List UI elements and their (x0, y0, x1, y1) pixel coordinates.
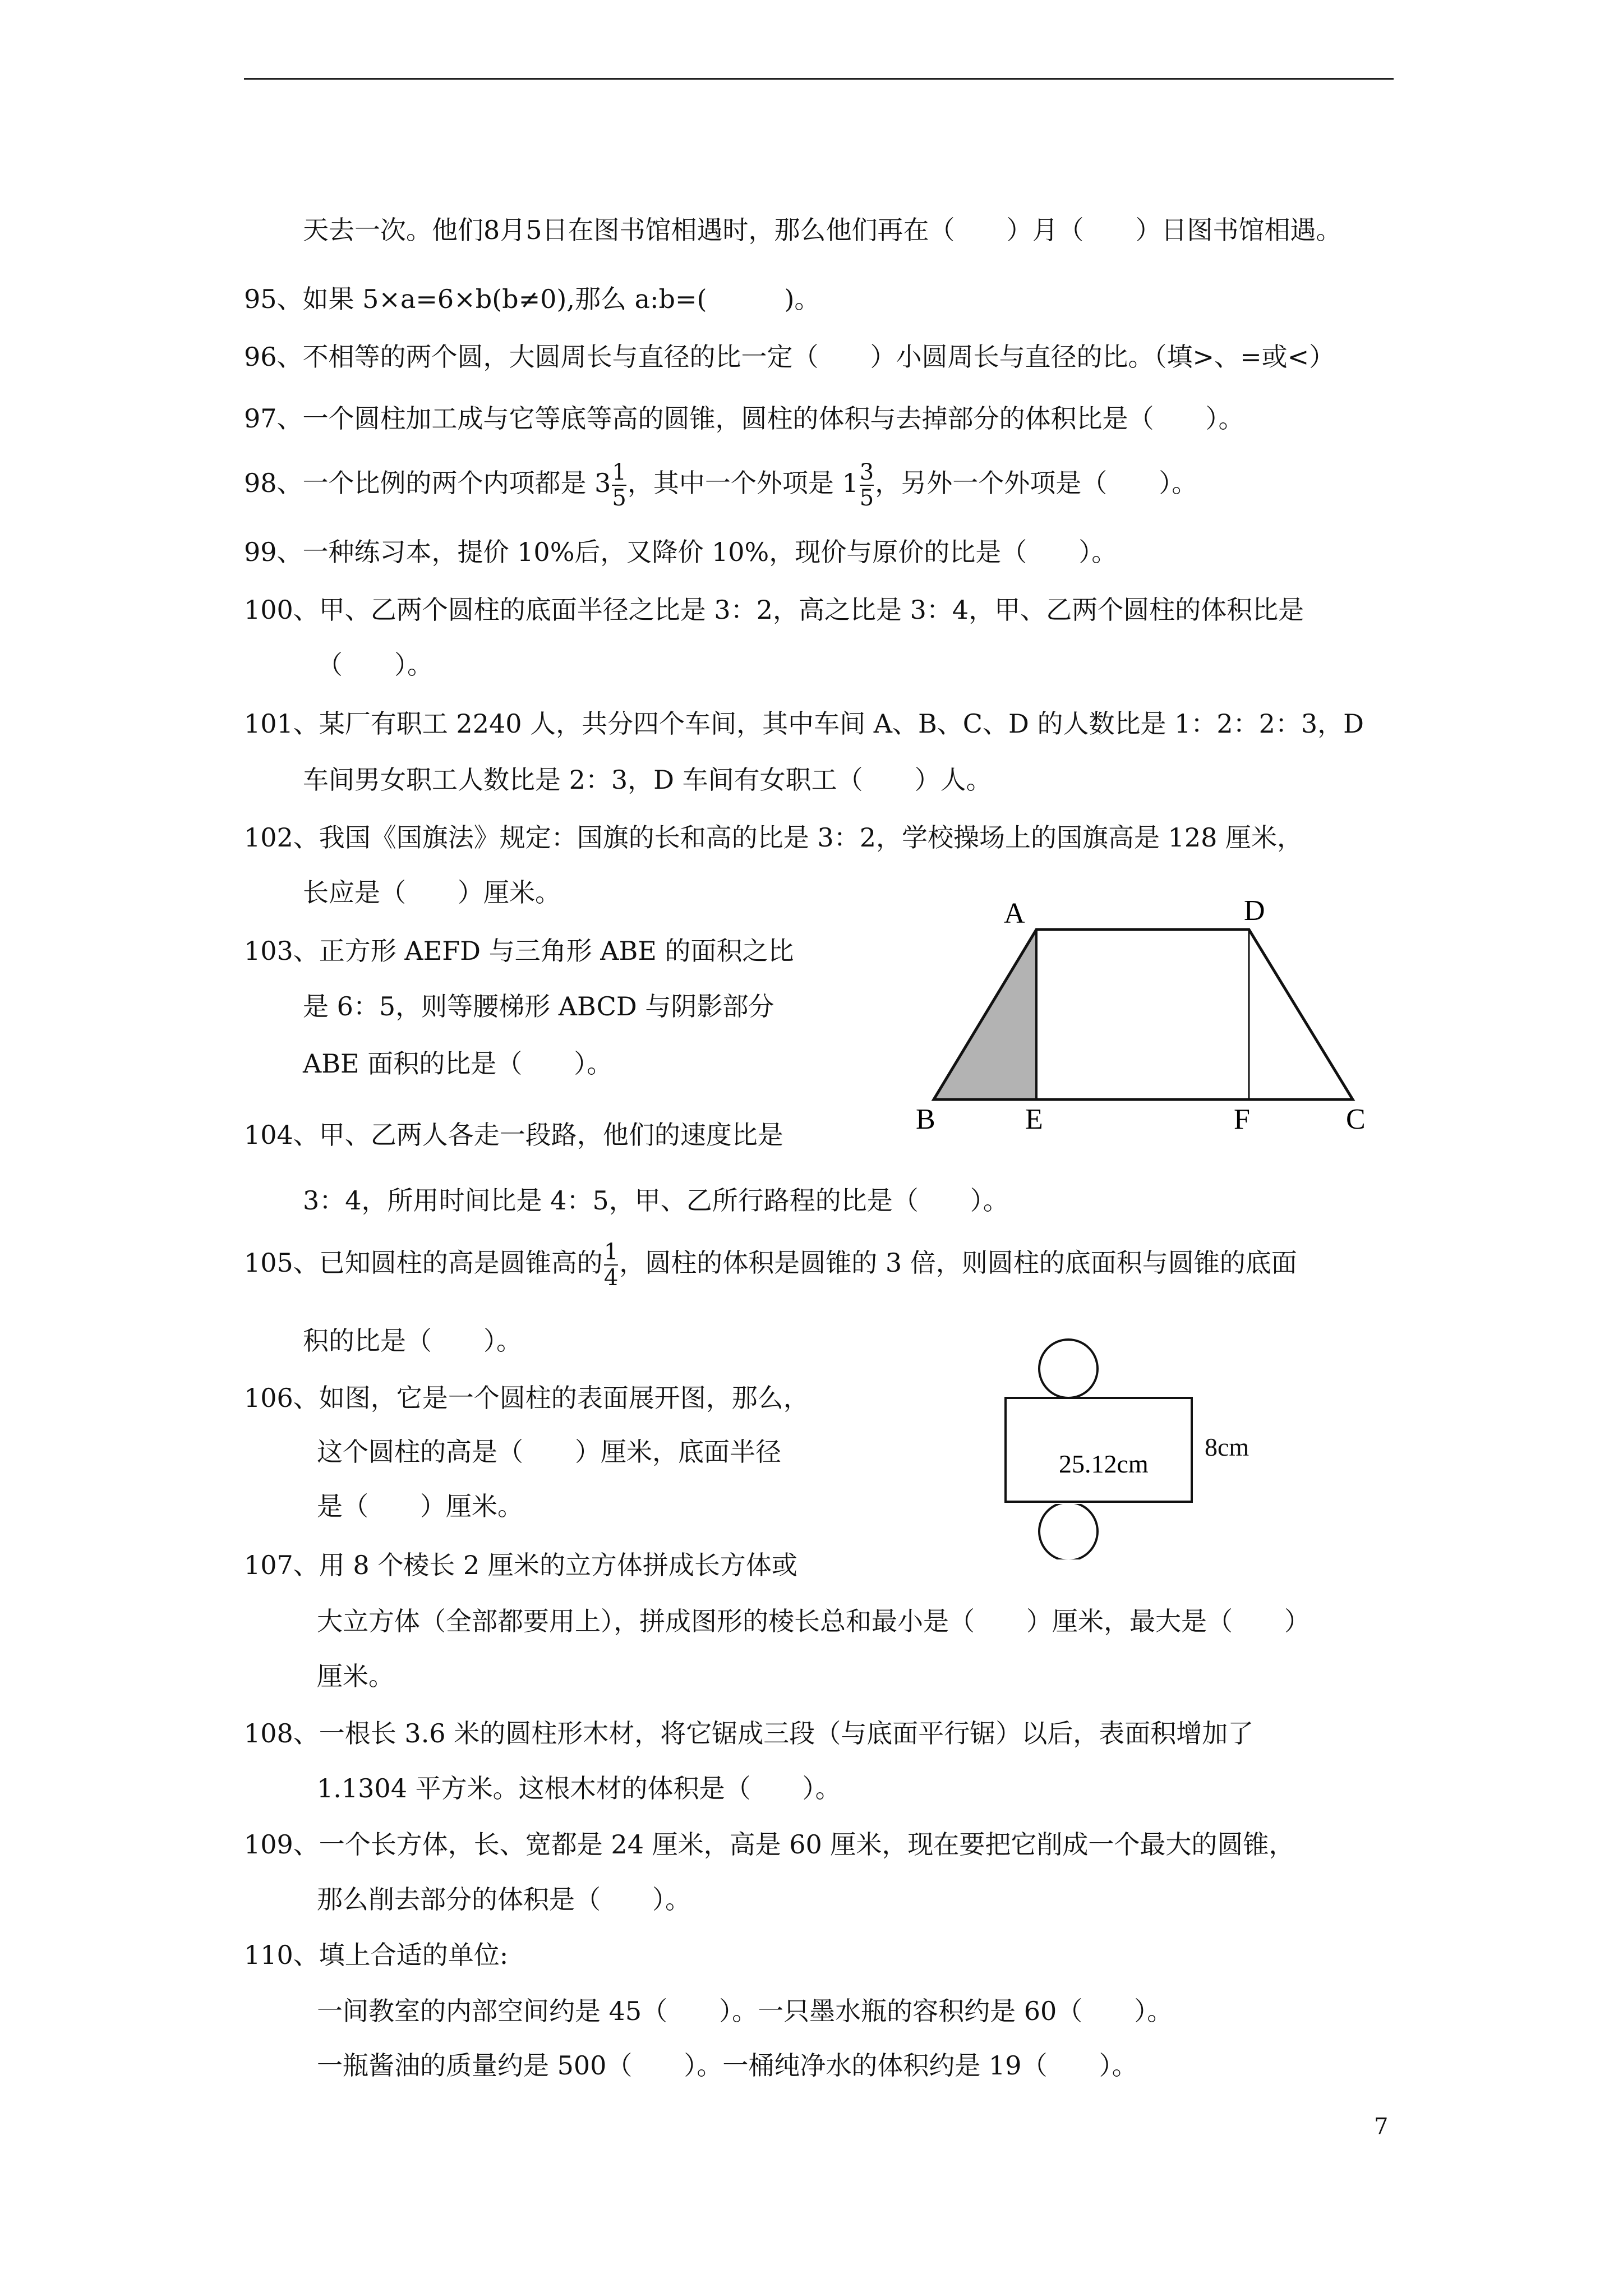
question-109-cont: 那么削去部分的体积是（ ）。 (317, 1884, 691, 1915)
question-96: 96、不相等的两个圆，大圆周长与直径的比一定（ ）小圆周长与直径的比。（填>、=或<） (244, 342, 1335, 372)
bottom-circle (1039, 1502, 1098, 1559)
label-c: C (1346, 1103, 1366, 1133)
width-label: 25.12cm (1059, 1450, 1149, 1478)
question-104-cont: 3：4，所用时间比是 4：5，甲、乙所行路程的比是（ ）。 (303, 1185, 1009, 1216)
question-109: 109、一个长方体，长、宽都是 24 厘米，高是 60 厘米，现在要把它削成一个最大的圆锥， (244, 1829, 1295, 1860)
question-103-cont1: 是 6：5，则等腰梯形 ABCD 与阴影部分 (303, 991, 774, 1022)
question-99: 99、一种练习本，提价 10%后，又降价 10%，现价与原价的比是（ ）。 (244, 537, 1118, 567)
height-label: 8cm (1205, 1433, 1249, 1461)
question-95: 95、如果 5×a=6×b(b≠0),那么 a:b=( )。 (244, 284, 820, 314)
question-105-cont: 积的比是（ ）。 (303, 1326, 522, 1356)
question-110-line2: 一瓶酱油的质量约是 500（ ）。一桶纯净水的体积约是 19（ ）。 (317, 2050, 1138, 2081)
question-100-cont: （ ）。 (317, 650, 433, 680)
top-circle (1039, 1340, 1098, 1398)
trapezoid-figure (897, 886, 1402, 1133)
question-103-cont2: ABE 面积的比是（ ）。 (303, 1048, 613, 1079)
question-107: 107、用 8 个棱长 2 厘米的立方体拼成长方体或 (244, 1550, 797, 1580)
question-107-cont2: 厘米。 (317, 1661, 394, 1691)
question-108: 108、一根长 3.6 米的圆柱形木材，将它锯成三段（与底面平行锯）以后，表面积增加了 (244, 1718, 1254, 1749)
page-number: 7 (1374, 2114, 1389, 2139)
question-101: 101、某厂有职工 2240 人，共分四个车间，其中车间 A、B、C、D 的人数比是 1：2：2：3，D (244, 708, 1364, 739)
question-110: 110、填上合适的单位: (244, 1940, 509, 1970)
fraction-one-quarter: $\frac{1}{4}$ (603, 1239, 619, 1291)
question-102-cont: 长应是（ ）厘米。 (303, 877, 561, 908)
label-d: D (1244, 895, 1265, 927)
question-106-cont1: 这个圆柱的高是（ ）厘米，底面半径 (317, 1437, 781, 1467)
header-rule (244, 78, 1394, 80)
label-e: E (1025, 1103, 1043, 1133)
question-100: 100、甲、乙两个圆柱的底面半径之比是 3：2，高之比是 3：4，甲、乙两个圆柱的体积比是 (244, 595, 1304, 625)
question-101-cont: 车间男女职工人数比是 2：3，D 车间有女职工（ ）人。 (303, 765, 992, 795)
question-107-cont1: 大立方体（全部都要用上），拼成图形的棱长总和最小是（ ）厘米，最大是（ ） (317, 1606, 1310, 1636)
label-a: A (1004, 898, 1025, 930)
question-106-cont2: 是（ ）厘米。 (317, 1491, 523, 1521)
fraction-three-fifths: $\frac{3}{5}$ (859, 459, 874, 511)
question-105: 105、已知圆柱的高是圆锥高的 $\frac{1}{4}$ ，圆柱的体积是圆锥的 3 倍，则圆柱的底面积与圆锥的底面 (244, 1239, 1297, 1291)
question-104: 104、甲、乙两人各走一段路，他们的速度比是 (244, 1120, 783, 1150)
question-110-line1: 一间教室的内部空间约是 45（ ）。一只墨水瓶的容积约是 60（ ）。 (317, 1996, 1173, 2026)
question-102: 102、我国《国旗法》规定：国旗的长和高的比是 3：2，学校操场上的国旗高是 128 厘米， (244, 822, 1303, 853)
question-98: 98、一个比例的两个内项都是 3 $\frac{1}{5}$ ，其中一个外项是 1 $\frac{3}{5}$ ，另外一个外项是（ ）。 (244, 459, 1198, 511)
question-94-cont: 天去一次。他们8月5日在图书馆相遇时，那么他们再在（ ）月（ ）日图书馆相遇。 (303, 215, 1342, 245)
label-b: B (916, 1103, 935, 1133)
question-97: 97、一个圆柱加工成与它等底等高的圆锥，圆柱的体积与去掉部分的体积比是（ ）。 (244, 403, 1244, 434)
question-103: 103、正方形 AEFD 与三角形 ABE 的面积之比 (244, 936, 794, 966)
question-108-cont: 1.1304 平方米。这根木材的体积是（ ）。 (317, 1773, 841, 1803)
fraction-one-fifth: $\frac{1}{5}$ (612, 459, 626, 511)
question-106: 106、如图，它是一个圆柱的表面展开图，那么， (244, 1383, 809, 1413)
label-f: F (1234, 1103, 1250, 1133)
